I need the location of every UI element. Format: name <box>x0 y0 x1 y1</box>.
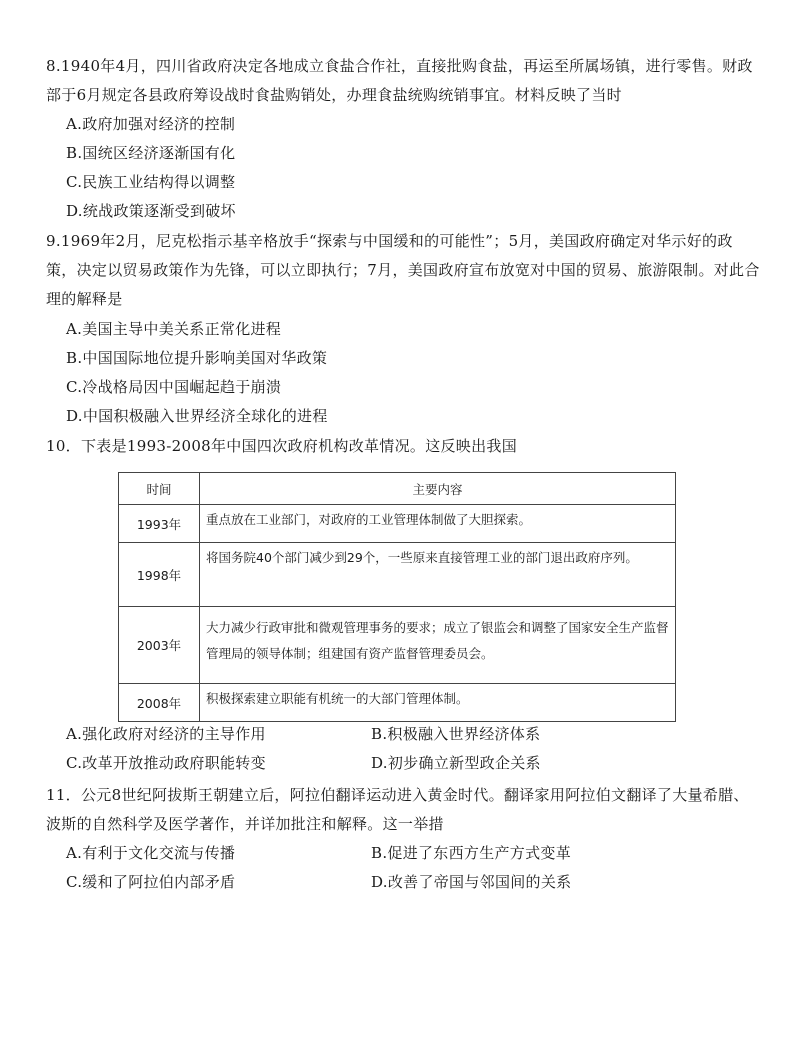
question-11-option-a[interactable]: A.有利于文化交流与传播 <box>66 844 236 862</box>
table-cell-year: 2003年 <box>119 607 200 684</box>
table-header-time: 时间 <box>119 473 200 505</box>
question-10-stem: 10．下表是1993-2008年中国四次政府机构改革情况。这反映出我国 <box>46 437 518 455</box>
question-11-option-d[interactable]: D.改善了帝国与邻国间的关系 <box>371 873 572 891</box>
question-11-option-b[interactable]: B.促进了东西方生产方式变革 <box>371 844 571 862</box>
question-8-option-b[interactable]: B.国统区经济逐渐国有化 <box>66 144 236 162</box>
question-9-option-d[interactable]: D.中国积极融入世界经济全球化的进程 <box>66 407 328 425</box>
question-9-stem: 9.1969年2月，尼克松指示基辛格放手“探索与中国缓和的可能性”；5月，美国政府确定对华示好的政策，决定以贸易政策作为先锋，可以立即执行；7月，美国政府宣布放宽对中国的贸易、旅游限制。对此合理的解释是 <box>46 232 760 308</box>
table-cell-year: 2008年 <box>119 684 200 722</box>
table-row <box>119 543 676 607</box>
question-11-option-c[interactable]: C.缓和了阿拉伯内部矛盾 <box>66 873 236 891</box>
reform-table <box>118 472 676 722</box>
question-10-option-a[interactable]: A.强化政府对经济的主导作用 <box>66 725 266 743</box>
question-9-option-a[interactable]: A.美国主导中美关系正常化进程 <box>66 320 282 338</box>
question-8-option-d[interactable]: D.统战政策逐渐受到破坏 <box>66 202 236 220</box>
table-cell-content: 大力减少行政审批和微观管理事务的要求；成立了银监会和调整了国家安全生产监督管理局的领导体制；组建国有资产监督管理委员会。 <box>200 607 676 684</box>
question-8-stem: 8.1940年4月，四川省政府决定各地成立食盐合作社，直接批购食盐，再运至所属场镇，进行零售。财政部于6月规定各县政府筹设战时食盐购销处，办理食盐统购统销事宜。材料反映了当时 <box>46 57 753 104</box>
question-9-option-b[interactable]: B.中国国际地位提升影响美国对华政策 <box>66 349 328 367</box>
question-8-option-a[interactable]: A.政府加强对经济的控制 <box>66 115 236 133</box>
question-10-option-b[interactable]: B.积极融入世界经济体系 <box>371 725 541 743</box>
table-header-content: 主要内容 <box>200 473 676 505</box>
question-8-option-c[interactable]: C.民族工业结构得以调整 <box>66 173 236 191</box>
table-row <box>119 505 676 543</box>
question-10-option-c[interactable]: C.改革开放推动政府职能转变 <box>66 754 266 772</box>
table-cell-year: 1998年 <box>119 543 200 607</box>
table-cell-content: 积极探索建立职能有机统一的大部门管理体制。 <box>200 684 676 722</box>
question-10-option-d[interactable]: D.初步确立新型政企关系 <box>371 754 541 772</box>
table-row <box>119 607 676 684</box>
table-row <box>119 684 676 722</box>
table-cell-content: 重点放在工业部门，对政府的工业管理体制做了大胆探索。 <box>200 505 676 543</box>
table-header-row <box>119 473 676 505</box>
table-cell-content: 将国务院40个部门减少到29个，一些原来直接管理工业的部门退出政府序列。 <box>200 543 676 607</box>
question-11-stem: 11．公元8世纪阿拔斯王朝建立后，阿拉伯翻译运动进入黄金时代。翻译家用阿拉伯文翻译了大量希腊、波斯的自然科学及医学著作，并详加批注和解释。这一举措 <box>46 786 749 833</box>
question-9-option-c[interactable]: C.冷战格局因中国崛起趋于崩溃 <box>66 378 282 396</box>
table-cell-year: 1993年 <box>119 505 200 543</box>
